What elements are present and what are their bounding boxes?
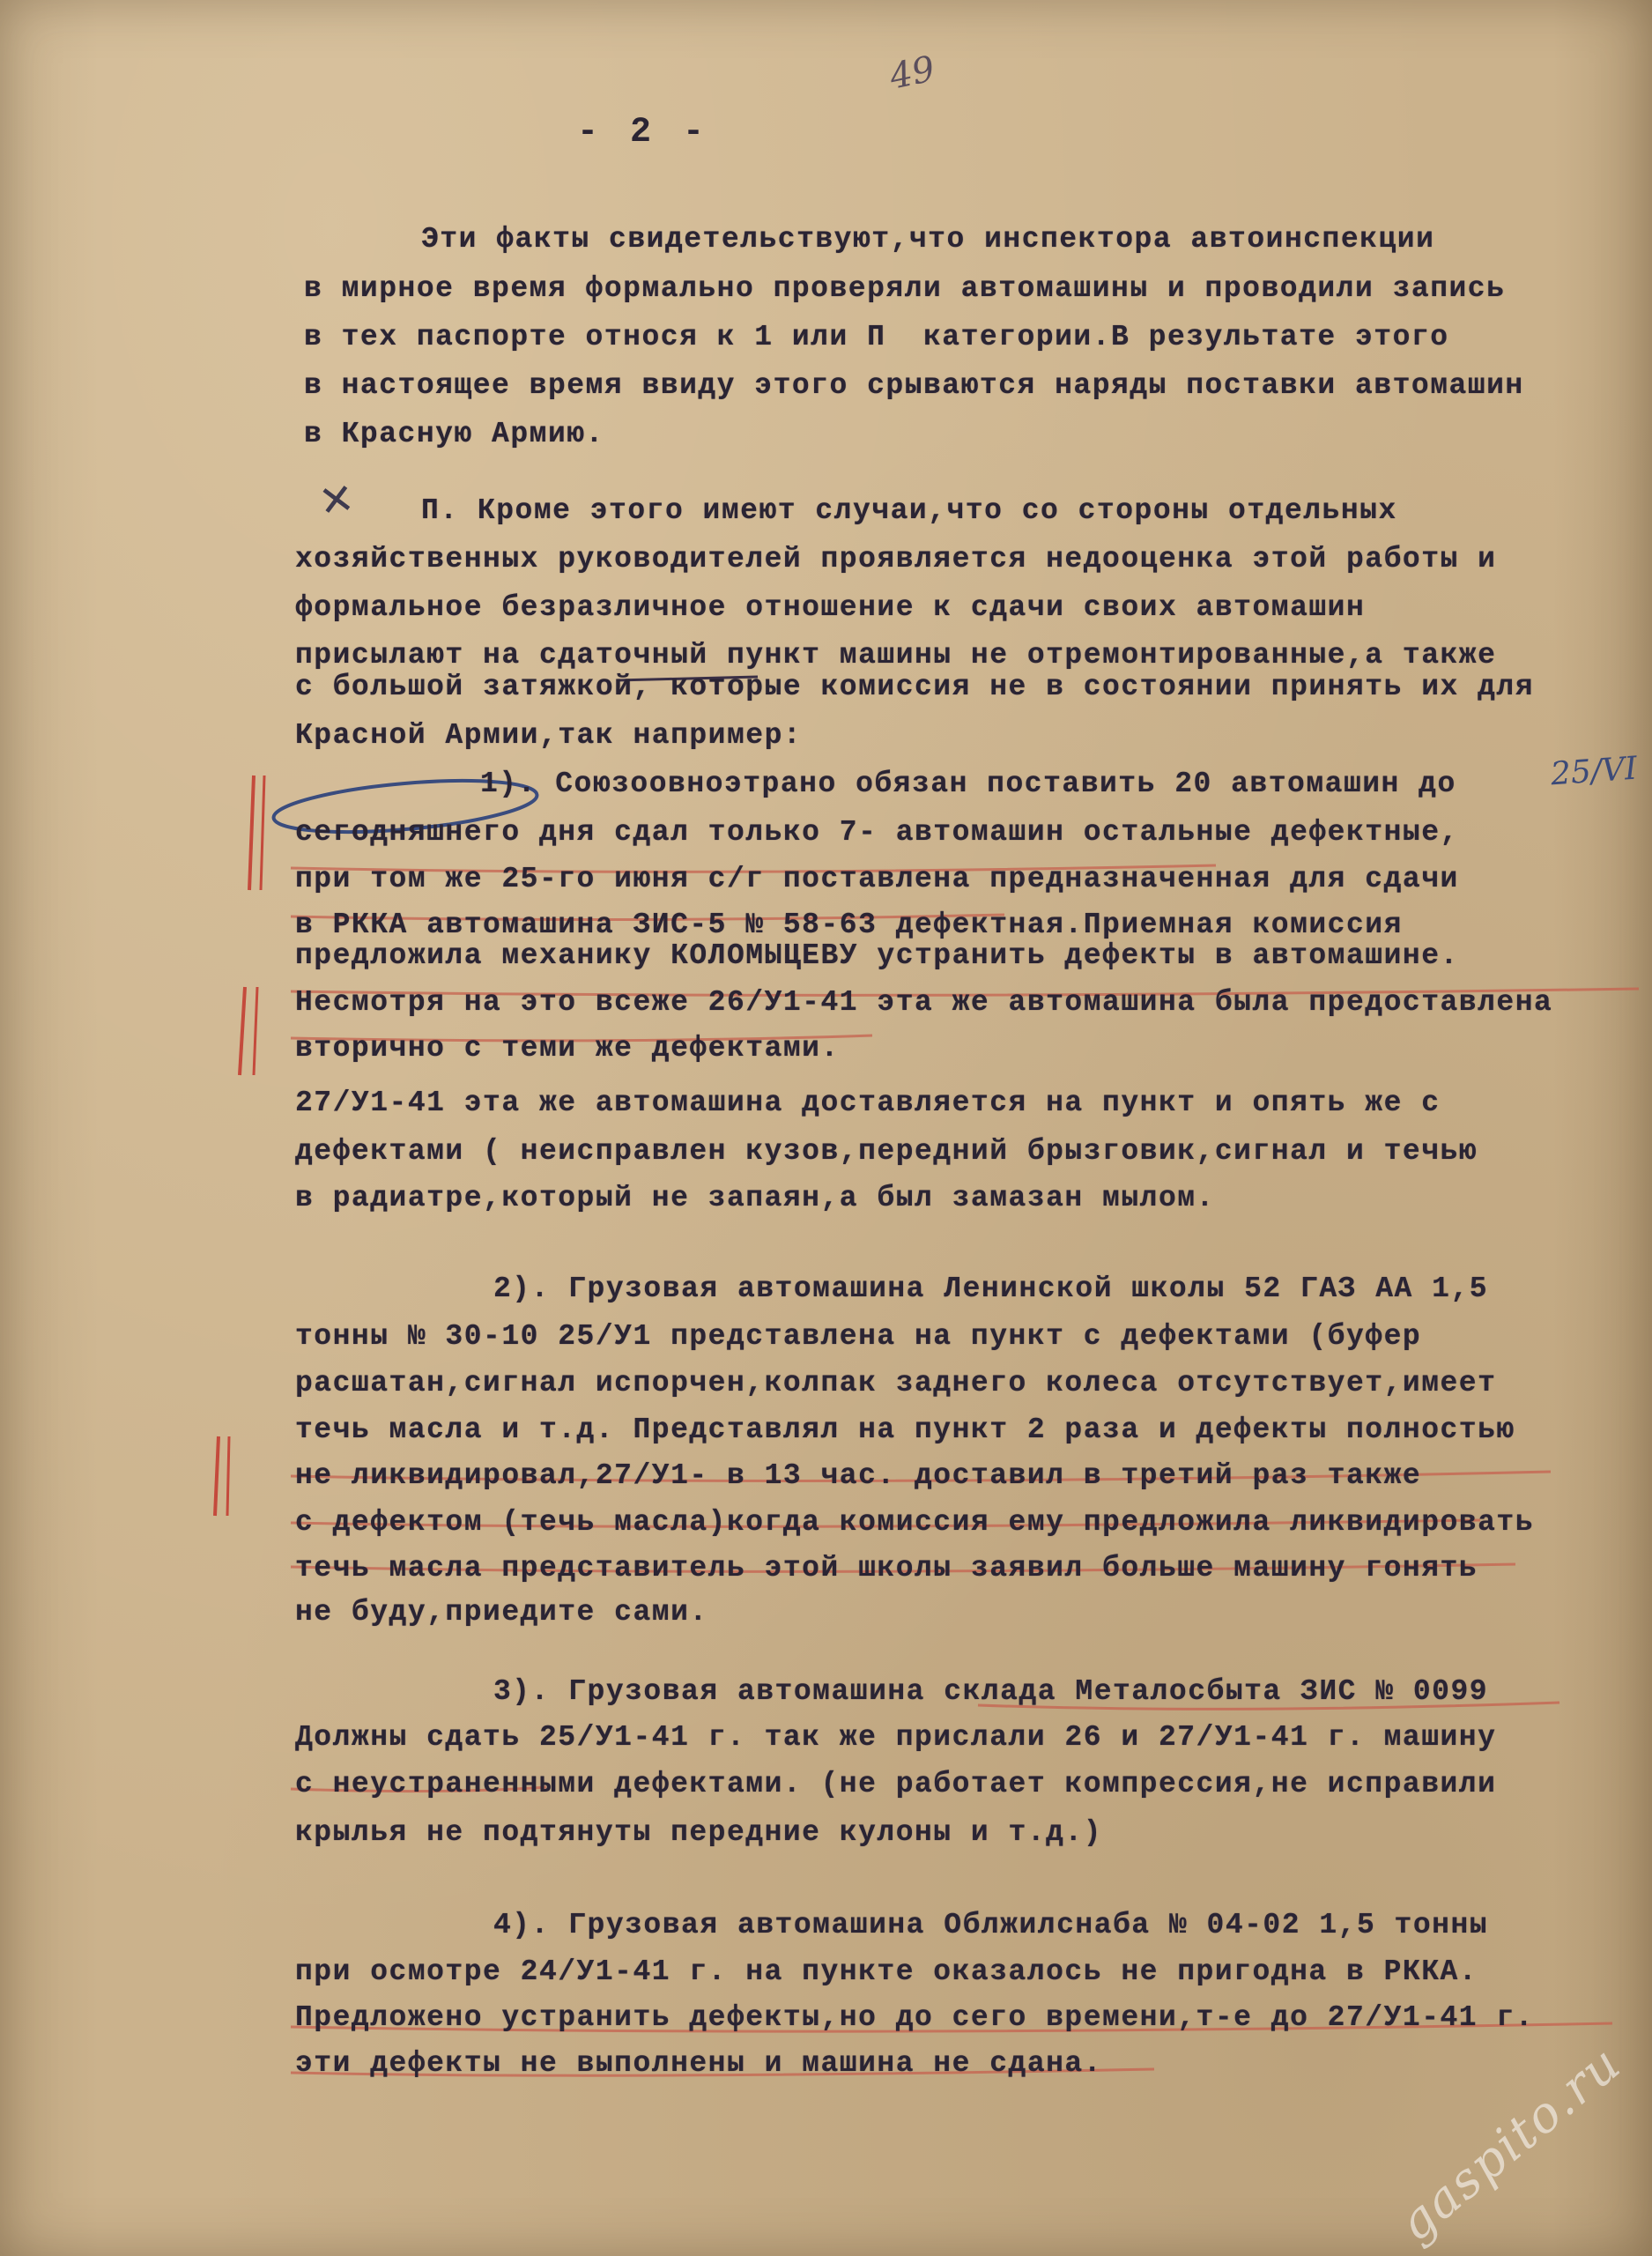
- item-2-line: тонны № 30-10 25/У1 представлена на пункт с дефектами (буфер: [295, 1320, 1422, 1353]
- item-4-line: эти дефекты не выполнены и машина не сдана.: [295, 2047, 1103, 2080]
- red-margin-stroke: [254, 987, 257, 1075]
- item-1-line: при том же 25-го июня с/г поставлена предназначенная для сдачи: [295, 863, 1459, 895]
- item-1-line: в РККА автомашина ЗИС-5 № 58-63 дефектная.Приемная комиссия: [295, 909, 1403, 941]
- paragraph-1-line: в Красную Армию.: [304, 418, 604, 450]
- item-1-line: Несмотря на это всеже 26/У1-41 эта же автомашина была предоставлена: [295, 986, 1553, 1019]
- item-1-line: в радиатре,который не запаян,а был замазан мылом.: [295, 1182, 1215, 1214]
- item-3-line: с неустраненными дефектами. (не работает компрессия,не исправили: [295, 1768, 1497, 1800]
- folio-number: 49: [885, 48, 939, 98]
- red-margin-stroke: [249, 776, 254, 890]
- item-1-line: вторично с теми же дефектами.: [295, 1032, 840, 1065]
- paragraph-2-line: Красной Армии,так например:: [295, 719, 803, 752]
- paragraph-2-line: присылают на сдаточный пункт машины не отремонтированные,а также: [295, 639, 1497, 672]
- item-4-line: 4). Грузовая автомашина Облжилснаба № 04-02 1,5 тонны: [493, 1909, 1489, 1941]
- item-1-line: 27/У1-41 эта же автомашина доставляется на пункт и опять же с: [295, 1087, 1441, 1119]
- paragraph-2-line: хозяйственных руководителей проявляется недооценка этой работы и: [295, 543, 1497, 575]
- paragraph-1-line: в мирное время формально проверяли автомашины и проводили запись: [304, 272, 1506, 305]
- item-3-line: 3). Грузовая автомашина склада Металосбыта ЗИС № 0099: [493, 1675, 1489, 1708]
- item-1-line: предложила механику КОЛОМЫЦЕВУ устранить дефекты в автомашине.: [295, 939, 1459, 972]
- watermark: gaspito.ru: [1388, 2034, 1633, 2253]
- item-2-line: течь масла представитель этой школы заявил больше машину гонять: [295, 1552, 1478, 1584]
- item-2-line: с дефектом (течь масла)когда комиссия ему предложила ликвидировать: [295, 1506, 1535, 1539]
- red-margin-stroke: [261, 776, 264, 890]
- item-2-line: не буду,приедите сами.: [295, 1596, 708, 1629]
- item-3-line: Должны сдать 25/У1-41 г. так же прислали 26 и 27/У1-41 г. машину: [295, 1721, 1497, 1754]
- margin-cross-mark: ✕: [315, 473, 358, 528]
- item-1-line: 1). Союзоовноэтрано обязан поставить 20 автомашин до: [480, 768, 1456, 800]
- item-4-line: Предложено устранить дефекты,но до сего времени,т-е до 27/У1-41 г.: [295, 2001, 1535, 2034]
- page-number: - 2 -: [577, 113, 710, 152]
- paragraph-2-line: формальное безразличное отношение к сдачи своих автомашин: [295, 591, 1366, 624]
- paragraph-1-line: в тех паспорте относя к 1 или П категории.В результате этого: [304, 321, 1449, 353]
- item-2-line: 2). Грузовая автомашина Ленинской школы 52 ГАЗ АА 1,5: [493, 1273, 1489, 1305]
- paragraph-2-line: П. Кроме этого имеют случаи,что со стороны отдельных: [421, 494, 1397, 527]
- item-3-line: крылья не подтянуты передние кулоны и т.д.): [295, 1816, 1103, 1849]
- red-margin-stroke: [215, 1436, 219, 1516]
- red-margin-stroke: [227, 1436, 229, 1516]
- paragraph-1-line: в настоящее время ввиду этого срываются наряды поставки автомашин: [304, 369, 1524, 402]
- item-1-line: дефектами ( неисправлен кузов,передний брызговик,сигнал и течью: [295, 1135, 1478, 1168]
- paragraph-1-line: Эти факты свидетельствуют,что инспектора автоинспекции: [421, 223, 1435, 256]
- item-4-line: при осмотре 24/У1-41 г. на пункте оказалось не пригодна в РККА.: [295, 1955, 1478, 1988]
- item-2-line: не ликвидировал,27/У1- в 13 час. доставил в третий раз также: [295, 1459, 1422, 1492]
- paragraph-2-line: с большой затяжкой, которые комиссия не в состоянии принять их для: [295, 671, 1535, 703]
- item-2-line: расшатан,сигнал испорчен,колпак заднего колеса отсутствует,имеет: [295, 1367, 1497, 1399]
- red-margin-stroke: [240, 987, 245, 1075]
- item-1-line: сегодняшнего дня сдал только 7- автомашин остальные дефектные,: [295, 816, 1459, 849]
- item-2-line: течь масла и т.д. Представлял на пункт 2 раза и дефекты полностью: [295, 1414, 1515, 1446]
- margin-handwritten-date: 25/VI: [1549, 750, 1639, 793]
